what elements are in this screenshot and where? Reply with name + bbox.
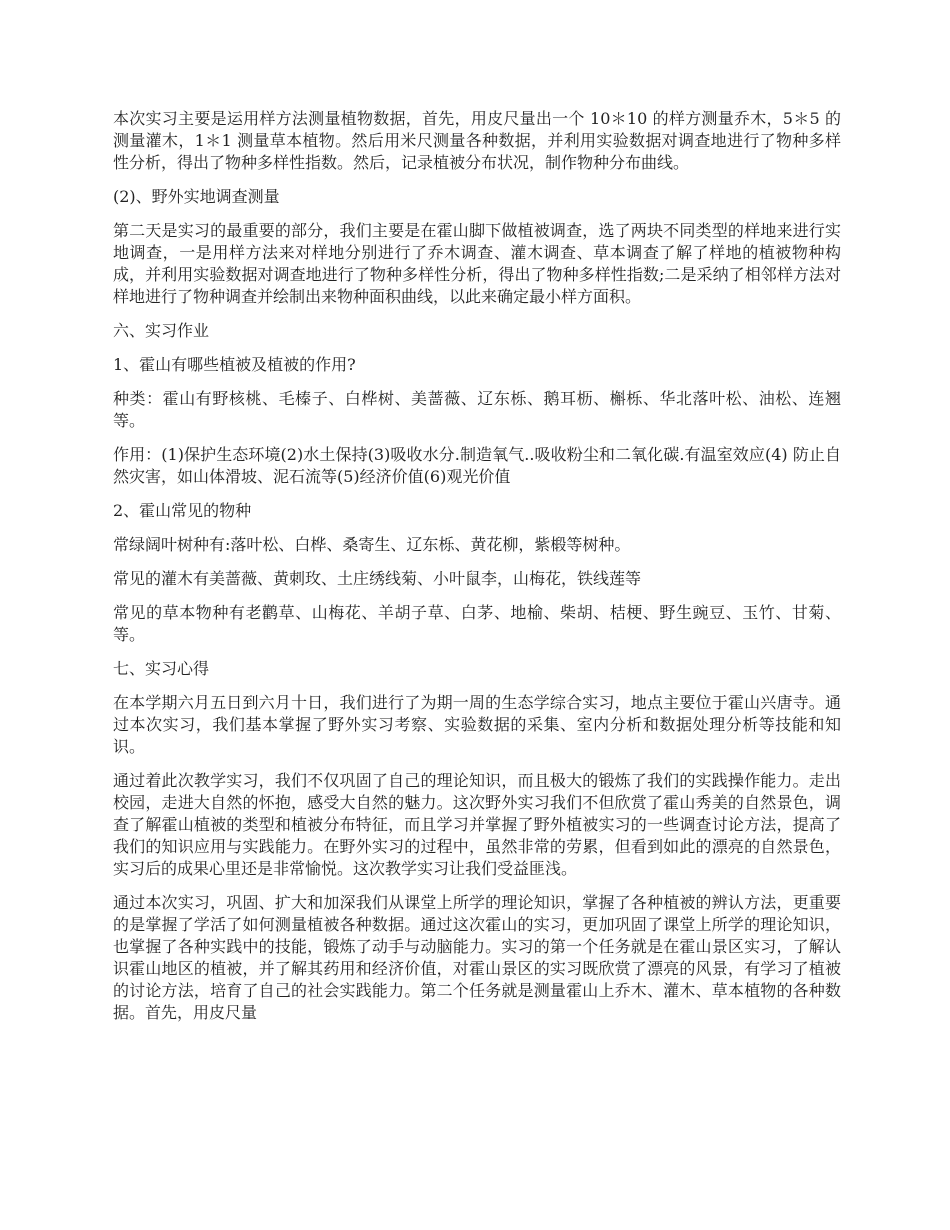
paragraph-shrubs: 常见的灌木有美蔷薇、黄刺玫、土庄绣线菊、小叶鼠李，山梅花，铁线莲等 [113,569,642,588]
heading-section-seven: 七、实习心得 [113,659,210,678]
paragraph-field-survey: 第二天是实习的最重要的部分，我们主要是在霍山脚下做植被调查，选了两块不同类型的样地来进行实地调查，一是用样方法来对样地分别进行了乔木调查、灌木调查、草本调查了解了样地的植被物种构成，并利用实验数据对调查地进行了物种多样性分析，得出了物种多样性指数;二是采纳了相邻样方法对样地进行了物种调查并绘制出来物种面积曲线，以此来确定最小样方面积。 [113,221,841,306]
heading-question-one: 1、霍山有哪些植被及植被的作用? [113,355,356,374]
paragraph-reflection-three: 通过本次实习，巩固、扩大和加深我们从课堂上所学的理论知识，掌握了各种植被的辨认方法，更重要的是掌握了学活了如何测量植被各种数据。通过这次霍山的实习，更加巩固了课堂上所学的理论知识，也掌握了各种实践中的技能，锻炼了动手与动脑能力。实习的第一个任务就是在霍山景区实习，了解认识霍山地区的植被，并了解其药用和经济价值，对霍山景区的实习既欣赏了漂亮的风景，有学习了植被的讨论方法，培育了自己的社会实践能力。第二个任务就是测量霍山上乔木、灌木、草本植物的各种数据。首先，用皮尺量 [113,893,841,1022]
paragraph-broadleaf-trees: 常绿阔叶树种有:落叶松、白桦、桑寄生、辽东栎、黄花柳，紫椴等树种。 [113,535,631,554]
document-body [113,108,841,1036]
paragraph-species-types: 种类：霍山有野核桃、毛榛子、白桦树、美蔷薇、辽东栎、鹅耳枥、槲栎、华北落叶松、油松、连翘等。 [113,389,841,430]
heading-field-survey: (2)、野外实地调查测量 [113,187,280,206]
paragraph-intro-sampling: 本次实习主要是运用样方法测量植物数据，首先，用皮尺量出一个 10＊10 的样方测量乔木，5＊5 的测量灌木，1＊1 测量草本植物。然后用米尺测量各种数据，并利用实验数据对调查地进行了物种多样性分析，得出了物种多样性指数。然后，记录植被分布状况，制作物种分布曲线。 [113,109,841,172]
paragraph-herbs: 常见的草本物种有老鹳草、山梅花、羊胡子草、白茅、地榆、柴胡、桔梗、野生豌豆、玉竹、甘菊、等。 [113,603,841,644]
paragraph-reflection-two: 通过着此次教学实习，我们不仅巩固了自己的理论知识，而且极大的锻炼了我们的实践操作能力。走出校园，走进大自然的怀抱，感受大自然的魅力。这次野外实习我们不但欣赏了霍山秀美的自然景色，调查了解霍山植被的类型和植被分布特征，而且学习并掌握了野外植被实习的一些调查讨论方法，提高了我们的知识应用与实践能力。在野外实习的过程中，虽然非常的劳累，但看到如此的漂亮的自然景色，实习后的成果心里还是非常愉悦。这次教学实习让我们受益匪浅。 [113,771,841,878]
paragraph-vegetation-functions: 作用：(1)保护生态环境(2)水土保持(3)吸收水分.制造氧气..吸收粉尘和二氧化碳.有温室效应(4) 防止自然灾害，如山体滑坡、泥石流等(5)经济价值(6)观光价值 [113,445,841,486]
heading-section-six: 六、实习作业 [113,321,210,340]
heading-question-two: 2、霍山常见的物种 [113,501,252,520]
paragraph-reflection-one: 在本学期六月五日到六月十日，我们进行了为期一周的生态学综合实习，地点主要位于霍山兴唐寺。通过本次实习，我们基本掌握了野外实习考察、实验数据的采集、室内分析和数据处理分析等技能和知识。 [113,693,841,756]
